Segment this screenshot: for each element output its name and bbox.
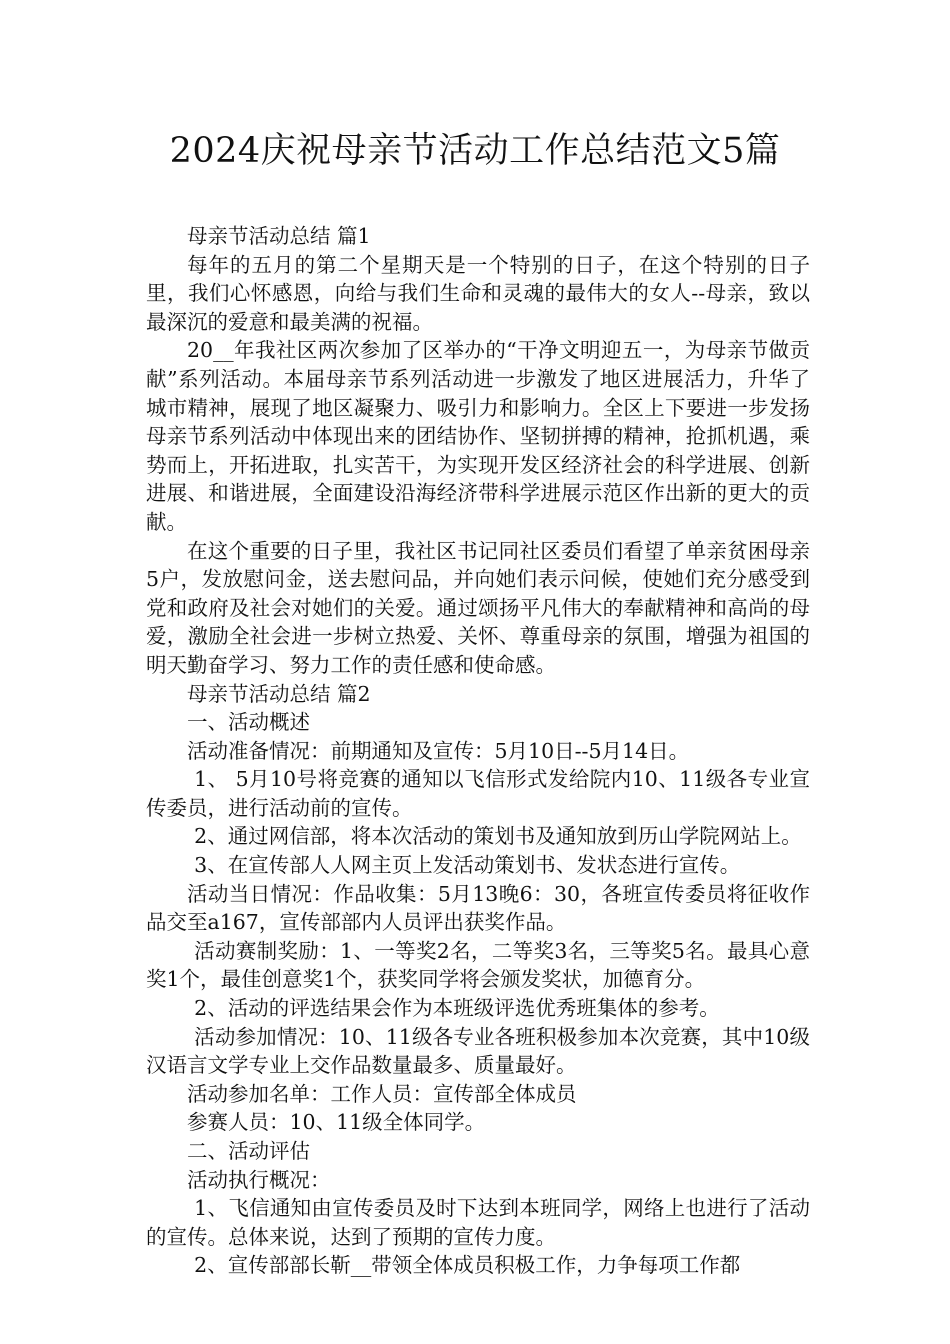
paragraph: 活动赛制奖励：1、一等奖2名，二等奖3名，三等奖5名。最具心意奖1个，最佳创意奖1个，获奖同学将会颁发奖状，加德育分。 bbox=[146, 938, 810, 992]
subsection-heading: 二、活动评估 bbox=[187, 1139, 310, 1163]
list-item: 2、宣传部部长靳__带领全体成员积极工作，力争每项工作都 bbox=[194, 1253, 741, 1278]
subsection-heading: 一、活动概述 bbox=[187, 710, 310, 735]
section-heading-1: 母亲节活动总结 篇1 bbox=[187, 224, 371, 248]
paragraph: 活动当日情况：作品收集：5月13晚6：30，各班宣传委员将征收作品交至a167，宣传部部内人员评出获奖作品。 bbox=[146, 881, 810, 935]
list-item: 3、在宣传部人人网主页上发活动策划书、发状态进行宣传。 bbox=[194, 853, 741, 878]
paragraph: 参赛人员：10、11级全体同学。 bbox=[187, 1110, 486, 1135]
document-body bbox=[146, 222, 810, 1280]
list-item: 1、飞信通知由宣传委员及时下达到本班同学，网络上也进行了活动的宣传。总体来说，达到了预期的宣传力度。 bbox=[146, 1196, 810, 1249]
paragraph: 在这个重要的日子里，我社区书记同社区委员们看望了单亲贫困母亲5户，发放慰问金，送去慰问品，并向她们表示问候，使她们充分感受到党和政府及社会对她们的关爱。通过颂扬平凡伟大的奉献精神和高尚的母爱，激励全社会进一步树立热爱、关怀、尊重母亲的氛围，增强为祖国的明天勤奋学习、努力工作的责任感和使命感。 bbox=[146, 538, 810, 677]
paragraph: 20__年我社区两次参加了区举办的“干净文明迎五一，为母亲节做贡献”系列活动。本届母亲节系列活动进一步激发了地区进展活力，升华了城市精神，展现了地区凝聚力、吸引力和影响力。全区上下要进一步发扬母亲节系列活动中体现出来的团结协作、坚韧拼搏的精神，抢抓机遇，乘势而上，开拓进取，扎实苦干，为实现开发区经济社会的科学进展、创新进展、和谐进展，全面建设沿海经济带科学进展示范区作出新的更大的贡献。 bbox=[146, 338, 810, 534]
list-item: 2、通过网信部，将本次活动的策划书及通知放到历山学院网站上。 bbox=[194, 824, 802, 849]
paragraph: 活动参加情况：10、11级各专业各班积极参加本次竞赛，其中10级汉语言文学专业上交作品数量最多、质量最好。 bbox=[146, 1024, 810, 1078]
list-item: 2、活动的评选结果会作为本班级评选优秀班集体的参考。 bbox=[194, 996, 720, 1021]
paragraph: 活动准备情况：前期通知及宣传：5月10日--5月14日。 bbox=[187, 738, 690, 763]
document-title: 2024庆祝母亲节活动工作总结范文5篇 bbox=[169, 131, 781, 171]
paragraph: 活动执行概况： bbox=[187, 1167, 331, 1192]
list-item: 1、 5月10号将竞赛的通知以飞信形式发给院内10、11级各专业宣传委员，进行活动前的宣传。 bbox=[146, 767, 810, 820]
section-heading-2: 母亲节活动总结 篇2 bbox=[187, 681, 371, 706]
paragraph: 每年的五月的第二个星期天是一个特别的日子，在这个特别的日子里，我们心怀感恩，向给与我们生命和灵魂的最伟大的女人--母亲，致以最深沉的爱意和最美满的祝福。 bbox=[146, 252, 810, 334]
paragraph: 活动参加名单：工作人员：宣传部全体成员 bbox=[187, 1081, 577, 1106]
